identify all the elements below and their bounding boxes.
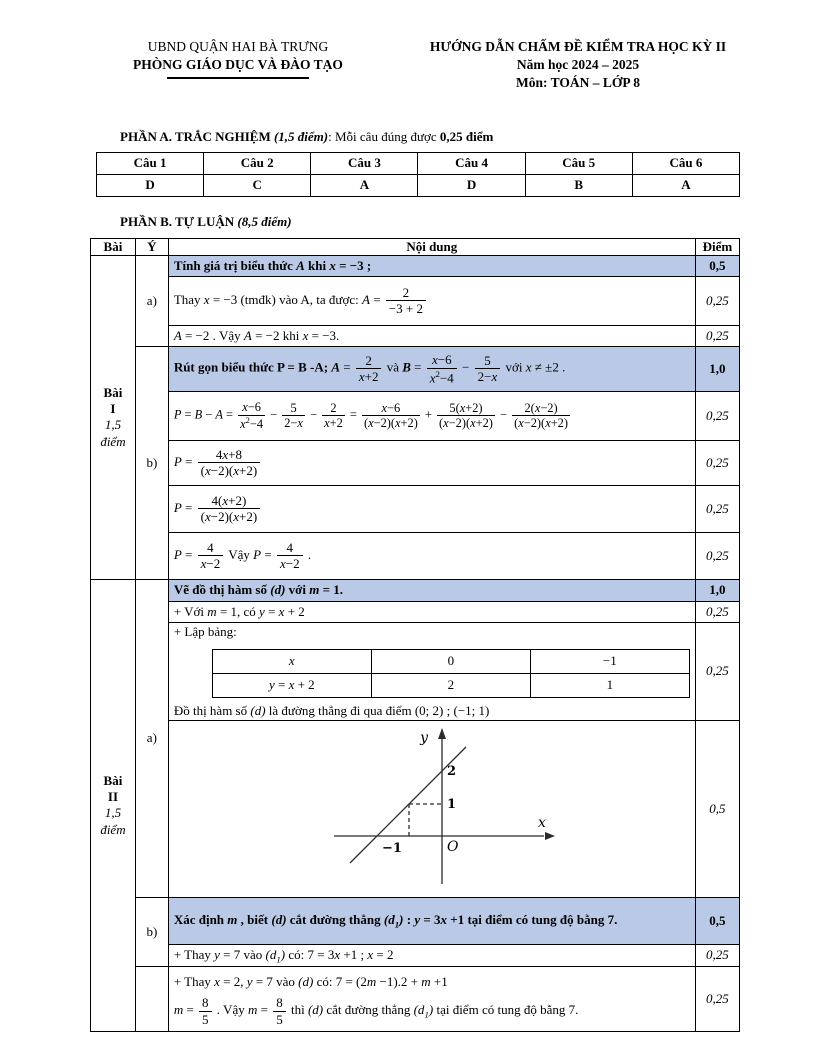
table-row (91, 485, 740, 532)
tick-label-1: 1 (446, 796, 456, 812)
mc-answer-cell: A (311, 174, 418, 196)
score-cell: 0,25 (695, 601, 739, 622)
score-cell: 0,25 (695, 485, 739, 532)
value-cell: −1 (530, 649, 689, 673)
header-underline (167, 77, 309, 79)
table-row (91, 276, 740, 325)
score-cell: 0,5 (695, 720, 739, 897)
solution-step: P = $\frac{4(x+2)}{(x-2)(x+2)}$ (168, 485, 695, 532)
x-axis-arrow (545, 832, 555, 840)
mc-header-cell: Câu 6 (632, 152, 739, 174)
origin-label: O (446, 838, 459, 855)
authority-line2: PHÒNG GIÁO DỤC VÀ ĐÀO TẠO (133, 56, 343, 72)
value-table-row (212, 649, 689, 673)
table-row (91, 944, 740, 966)
function-graph (174, 722, 690, 896)
y-axis-label: y (419, 729, 428, 746)
mc-answer-cell: A (632, 174, 739, 196)
value-cell: 0 (371, 649, 530, 673)
value-cell: 2 (371, 673, 530, 697)
bai-ii-label: Bài II 1,5 điểm (91, 579, 136, 1031)
graph-note: Đồ thị hàm số (d) là đường thẳng đi qua điểm (0; 2) ; (−1; 1) (173, 702, 490, 718)
solution-step: + Thay x = 2, y = 7 vào (d) có: 7 = (2m −1).2 + m +1 m = $\frac{8}{5}$ . Vậy m = $\frac{8}{5}$ thì (d) cắt đường thẳng $(d_1)$ tại điểm có tung độ bằng 7. (168, 966, 695, 1031)
document-header (0, 0, 816, 93)
col-header-noidung: Nội dung (168, 238, 695, 255)
table-row (91, 601, 740, 622)
value-cell: 1 (530, 673, 689, 697)
mc-answer-row (97, 174, 740, 196)
score-cell: 0,25 (695, 391, 739, 440)
col-header-diem: Điểm (695, 238, 739, 255)
solution-step: + Với m = 1, có y = x + 2 (168, 601, 695, 622)
value-cell: x (212, 649, 371, 673)
school-year: Năm học 2024 – 2025 (516, 57, 640, 73)
score-cell: 0,25 (695, 532, 739, 579)
table-setup-intro: + Lập bảng: (173, 623, 237, 639)
score-cell: 0,25 (695, 622, 739, 720)
table-row (91, 720, 740, 897)
value-table-row (212, 673, 689, 697)
y-cell-b: b) (135, 897, 168, 966)
table-row (91, 440, 740, 485)
graph-cell (168, 720, 695, 897)
x-axis-label: x (537, 814, 546, 831)
table-row (91, 532, 740, 579)
score-cell: 0,5 (695, 897, 739, 944)
tick-label-minus1: −1 (381, 840, 402, 856)
mc-answer-cell: D (418, 174, 525, 196)
score-cell: 1,0 (695, 579, 739, 601)
mc-answer-cell: D (97, 174, 204, 196)
graph-svg (282, 724, 582, 890)
score-cell: 0,25 (695, 944, 739, 966)
multiple-choice-table (96, 152, 740, 197)
part-b-heading: PHẦN B. TỰ LUẬN (8,5 điểm) (120, 213, 292, 229)
score-cell: 0,25 (695, 966, 739, 1031)
solution-step: P = $\frac{4x+8}{(x-2)(x+2)}$ (168, 440, 695, 485)
table-row (91, 579, 740, 601)
col-header-bai: Bài (91, 238, 136, 255)
table-row (91, 622, 740, 720)
table-row (91, 325, 740, 346)
mc-header-cell: Câu 5 (525, 152, 632, 174)
mc-header-cell: Câu 2 (204, 152, 311, 174)
table-row (91, 346, 740, 391)
score-cell: 0,25 (695, 325, 739, 346)
mc-header-cell: Câu 3 (311, 152, 418, 174)
value-cell: y = x + 2 (212, 673, 371, 697)
solution-step (168, 622, 695, 720)
document-title: HƯỚNG DẪN CHẤM ĐỀ KIỂM TRA HỌC KỲ II (429, 39, 727, 54)
bai-i-label: Bài I 1,5 điểm (91, 255, 136, 579)
solution-step: P = $\frac{4}{x-2}$ Vậy P = $\frac{4}{x-2}$ . (168, 532, 695, 579)
table-row (91, 391, 740, 440)
task-title: Tính giá trị biểu thức A khi x = −3 ; (168, 255, 695, 276)
tick-label-2: 2 (446, 763, 456, 779)
grading-header-row (91, 238, 740, 255)
y-axis-arrow (438, 728, 446, 739)
solution-step: A = −2 . Vậy A = −2 khi x = −3. (168, 325, 695, 346)
solution-step: P = B − A = $\frac{x-6}{x^2-4}$ − $\frac{5}{2-x}$ − $\frac{2}{x+2}$ = $\frac{x-6}{(x-2)(x+2)}$ + $\frac{5(x+2)}{(x-2)(x+2)}$ − $\frac{2(x-2)}{(x-2)(x+2)}$ (168, 391, 695, 440)
mc-answer-cell: C (204, 174, 311, 196)
mc-header-row (97, 152, 740, 174)
subject-grade: Môn: TOÁN – LỚP 8 (515, 75, 641, 91)
table-row (91, 897, 740, 944)
document-title-block (392, 38, 764, 93)
score-cell: 0,25 (695, 440, 739, 485)
solution-step: + Thay y = 7 vào $(d_1)$ có: 7 = 3x +1 ; x = 2 (168, 944, 695, 966)
y-cell-b: b) (135, 346, 168, 579)
score-cell: 0,5 (695, 255, 739, 276)
y-cell-empty (135, 966, 168, 1031)
table-row (91, 255, 740, 276)
score-cell: 0,25 (695, 276, 739, 325)
score-cell: 1,0 (695, 346, 739, 391)
mc-answer-cell: B (525, 174, 632, 196)
authority-line1: UBND QUẬN HAI BÀ TRƯNG (147, 39, 329, 54)
y-cell-a: a) (135, 579, 168, 897)
grading-table (90, 238, 740, 1032)
mc-header-cell: Câu 1 (97, 152, 204, 174)
table-row (91, 966, 740, 1031)
mc-header-cell: Câu 4 (418, 152, 525, 174)
task-title: Vẽ đồ thị hàm số (d) với m = 1. (168, 579, 695, 601)
value-table (212, 649, 690, 698)
solution-step: Thay x = −3 (tmđk) vào A, ta được: A = $\frac{2}{-3 + 2}$ (168, 276, 695, 325)
issuing-authority-block (88, 38, 388, 93)
col-header-y: Ý (135, 238, 168, 255)
task-title: Xác định m , biết (d) cắt đường thẳng $(d_1)$ : y = 3x +1 tại điểm có tung độ bằng 7. (168, 897, 695, 944)
y-cell-a: a) (135, 255, 168, 346)
task-title: Rút gọn biểu thức P = B -A; A = $\frac{2}{x+2}$ và B = $\frac{x-6}{x^2-4}$ − $\frac{5}{2-x}$ với x ≠ ±2 . (168, 346, 695, 391)
part-a-heading: PHẦN A. TRẮC NGHIỆM (1,5 điểm): Mỗi câu đúng được 0,25 điểm (120, 128, 494, 144)
